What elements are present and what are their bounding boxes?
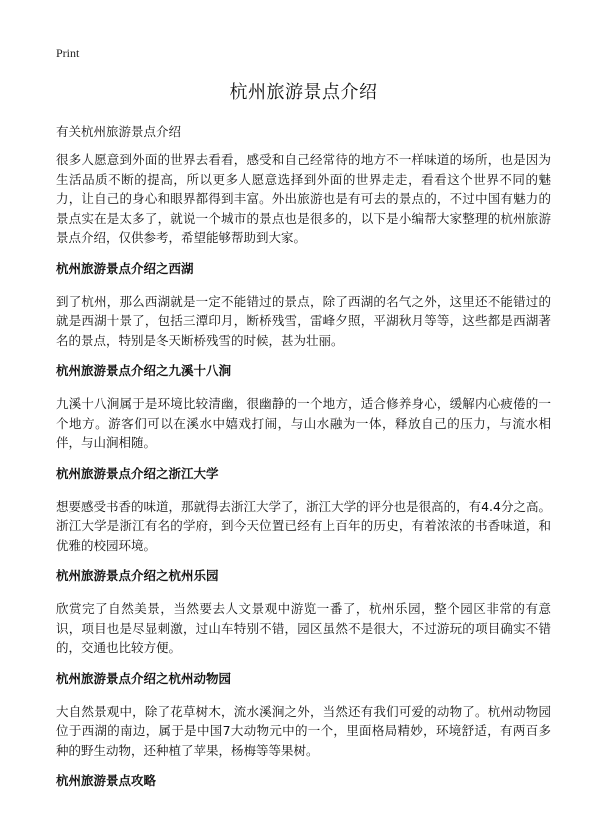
section-body-leyuan: 欣赏完了自然美景，当然要去人文景观中游览一番了，杭州乐园，整个园区非常的有意识，项目也是尽显刺激，过山车特别不错，园区虽然不是很大，不过游玩的项目确实不错的，交通也比较方便。 [56, 601, 551, 655]
section-body-zju: 想要感受书香的味道，那就得去浙江大学了，浙江大学的评分也是很高的，有4.4分之高。浙江大学是浙江有名的学府，到今天位置已经有上百年的历史，有着浓浓的书香味道，和优雅的校园环境。 [56, 498, 551, 553]
section-heading-leyuan: 杭州旅游景点介绍之杭州乐园 [56, 568, 219, 583]
section-heading-zoo: 杭州旅游景点介绍之杭州动物园 [56, 670, 232, 686]
section-body-xihu: 到了杭州，那么西湖就是一定不能错过的景点，除了西湖的名气之外，这里还不能错过的就是西湖十景了，包括三潭印月，断桥残雪，雷峰夕照，平湖秋月等等，这些都是西湖著名的景点，特别是冬天断桥残雪的时候，甚为壮丽。 [56, 293, 551, 348]
section-body-zoo: 大自然景观中，除了花草树木，流水溪涧之外，当然还有我们可爱的动物了。杭州动物园位于西湖的南边，属于是中国7大动物元中的一个，里面格局精妙，环境舒适，有两百多种的野生动物，还种植了苹果，杨梅等等果树。 [56, 703, 551, 758]
article-subtitle: 有关杭州旅游景点介绍 [56, 124, 182, 139]
print-link[interactable]: Print [56, 46, 80, 60]
section-heading-jiuxi: 杭州旅游景点介绍之九溪十八涧 [56, 363, 232, 378]
intro-paragraph: 很多人愿意到外面的世界去看看，感受和自己经常待的地方不一样味道的场所，也是因为生活品质不断的提高，所以更多人愿意选择到外面的世界走走，看看这个世界不同的魅力，让自己的身心和眼界都得到丰富。外出旅游也是有可去的景点的，不过中国有魅力的景点实在是太多了，就说一个城市的景点也是很多的，以下是小编帮大家整理的杭州旅游景点介绍，仅供参考，希望能够帮助到大家。 [56, 152, 551, 245]
section-body-jiuxi: 九溪十八涧属于是环境比较清幽，很幽静的一个地方，适合修养身心，缓解内心疲倦的一个地方。游客们可以在溪水中嬉戏打闹，与山水融为一体，释放自己的压力，与流水相伴，与山涧相随。 [56, 396, 551, 450]
article-content [56, 150, 551, 804]
section-heading-guide: 杭州旅游景点攻略 [56, 773, 157, 788]
page-title: 杭州旅游景点介绍 [229, 82, 378, 103]
section-heading-zju: 杭州旅游景点介绍之浙江大学 [56, 465, 219, 481]
section-heading-xihu: 杭州旅游景点介绍之西湖 [56, 260, 194, 276]
